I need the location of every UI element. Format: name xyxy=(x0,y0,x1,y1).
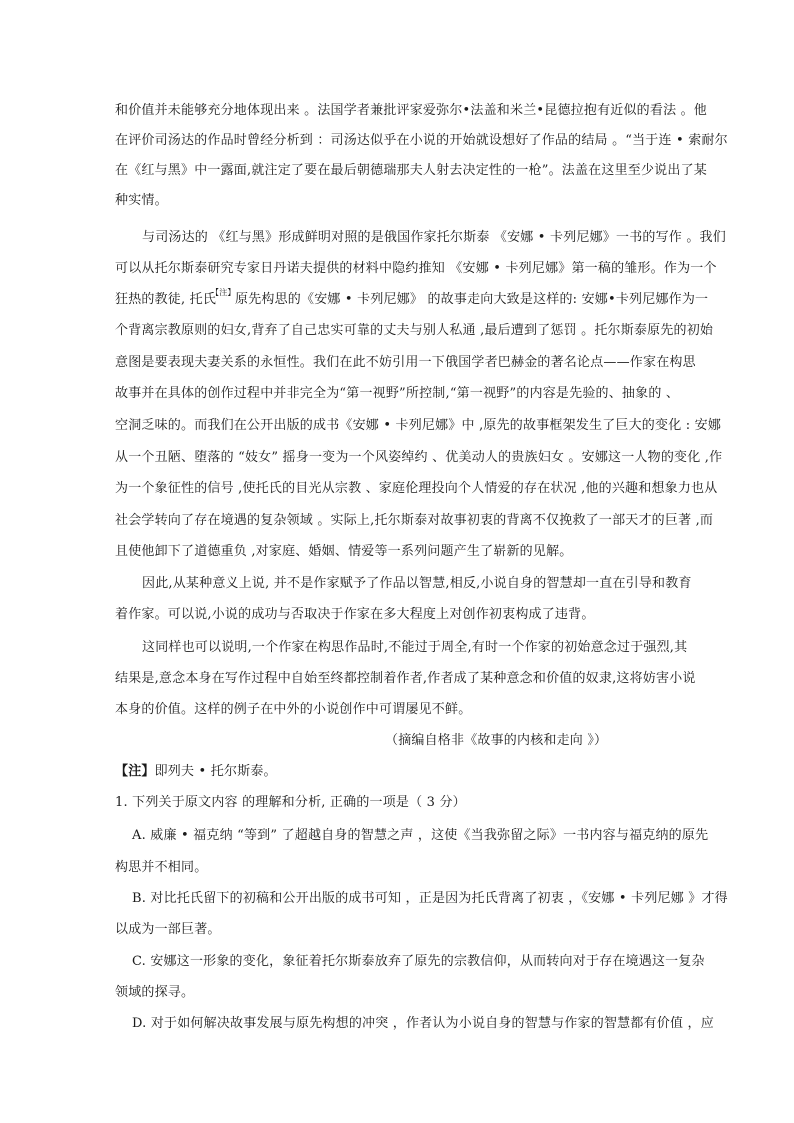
paragraph-2-line-8: 从一个丑陋、堕落的 “妓女” 摇身一变为一个风姿绰约 、优美动人的贵族妇女 。安娜这一人物的变化 ,作 xyxy=(115,450,723,465)
paragraph-4-line-3: 本身的价值。这样的例子在中外的小说创作中可谓屡见不鲜。 xyxy=(115,702,472,717)
footnote-text: 即列夫 • 托尔斯泰。 xyxy=(154,764,277,779)
option-a-line-2: 构思并不相同。 xyxy=(115,860,208,875)
paragraph-2-line-7: 空洞乏味的。而我们在公开出版的成书《安娜 • 卡列尼娜》中 ,原先的故事框架发生了巨大的变化 : 安娜 xyxy=(115,418,722,433)
option-b-line-1: B. 对比托氏留下的初稿和公开出版的成书可知 ，正是因为托氏背离了初衷 ，《安娜 • 卡列尼娜 》才得 xyxy=(132,891,728,906)
paragraph-1-line-3: 在《红与黑》中一露面,就注定了要在最后朝德瑞那夫人射去决定性的一枪”。法盖在这里至少说出了某 xyxy=(115,163,707,178)
paragraph-2-line-9: 为一个象征性的信号 ,使托氏的目光从宗教 、家庭伦理投向个人情爱的存在状况 ,他的兴趣和想象力也从 xyxy=(115,481,718,496)
source-citation: （摘编自格非《故事的内核和走向 》） xyxy=(385,733,608,748)
paragraph-3-line-2: 着作家。可以说,小说的成功与否取决于作家在多大程度上对创作初衷构成了违背。 xyxy=(115,607,595,622)
footnote-marker: 【注】 xyxy=(211,288,236,297)
option-c-line-2: 领域的探寻。 xyxy=(115,985,195,1000)
paragraph-1-line-4: 种实情。 xyxy=(115,193,168,208)
paragraph-2-line-5: 意图是要表现夫妻关系的永恒性。我们在此不妨引用一下俄国学者巴赫金的著名论点——作家在构思 xyxy=(115,355,696,370)
option-c-line-1: C. 安娜这一形象的变化，象征着托尔斯泰放弃了原先的宗教信仰，从而转向对于存在境遇这一复杂 xyxy=(132,954,705,969)
paragraph-2-line-3-start: 狂热的教徒, 托氏 xyxy=(115,292,217,307)
paragraph-2-line-4: 个背离宗教原则的妇女,背弃了自己忠实可靠的丈夫与别人私通 ,最后遭到了惩罚 。托尔斯泰原先的初始 xyxy=(115,323,714,338)
option-b-line-2: 以成为一部巨著。 xyxy=(115,922,221,937)
paragraph-2-line-6: 故事并在具体的创作过程中并非完全为“第一视野”所控制,“第一视野”的内容是先验的、抽象的 、 xyxy=(115,386,680,401)
paragraph-2-line-1: 与司汤达的 《红与黑》形成鲜明对照的是俄国作家托尔斯泰 《安娜 • 卡列尼娜》一书的写作 。我们 xyxy=(142,230,726,245)
paragraph-2-line-2: 可以从托尔斯泰研究专家日丹诺夫提供的材料中隐约推知 《安娜 • 卡列尼娜》第一稿的雏形。作为一个 xyxy=(115,261,717,276)
paragraph-2-line-3-end: 原先构思的《安娜 • 卡列尼娜》 的故事走向大致是这样的: 安娜•卡列尼娜作为一 xyxy=(235,292,709,307)
option-d-line-1: D. 对于如何解决故事发展与原先构想的冲突 ，作者认为小说自身的智慧与作家的智慧都有价值 ，应 xyxy=(132,1016,714,1031)
footnote xyxy=(115,764,277,780)
question-stem: 1. 下列关于原文内容 的理解和分析, 正确的一项是（ 3 分） xyxy=(115,795,466,810)
paragraph-2-line-10: 社会学转向了存在境遇的复杂领域 。实际上,托尔斯泰对故事初衷的背离不仅挽救了一部天才的巨著 ,而 xyxy=(115,513,714,528)
footnote-label: 【注】 xyxy=(115,764,155,779)
paragraph-1-line-1: 和价值并未能够充分地体现出来 。法国学者兼批评家爱弥尔•法盖和米兰•昆德拉抱有近似的看法 。他 xyxy=(115,103,708,118)
paragraph-1-line-2: 在评价司汤达的作品时曾经分析到 ：司汤达似乎在小说的开始就设想好了作品的结局 。“当于连 • 索耐尔 xyxy=(115,133,728,148)
paragraph-4-line-2: 结果是,意念本身在写作过程中自始至终都控制着作者,作者成了某种意念和价值的奴隶,这将妨害小说 xyxy=(115,671,696,686)
paragraph-2-line-11: 且使他卸下了道德重负 ,对家庭、婚姻、情爱等一系列问题产生了崭新的见解。 xyxy=(115,544,573,559)
paragraph-4-line-1: 这同样也可以说明,一个作家在构思作品时,不能过于周全,有时一个作家的初始意念过于强烈,其 xyxy=(142,640,688,655)
option-a-line-1: A. 威廉 • 福克纳 “等到” 了超越自身的智慧之声 ，这使《当我弥留之际》一书内容与福克纳的原先 xyxy=(132,828,709,843)
paragraph-3-line-1: 因此,从某种意义上说, 并不是作家赋予了作品以智慧,相反,小说自身的智慧却一直在引导和教育 xyxy=(142,576,692,591)
